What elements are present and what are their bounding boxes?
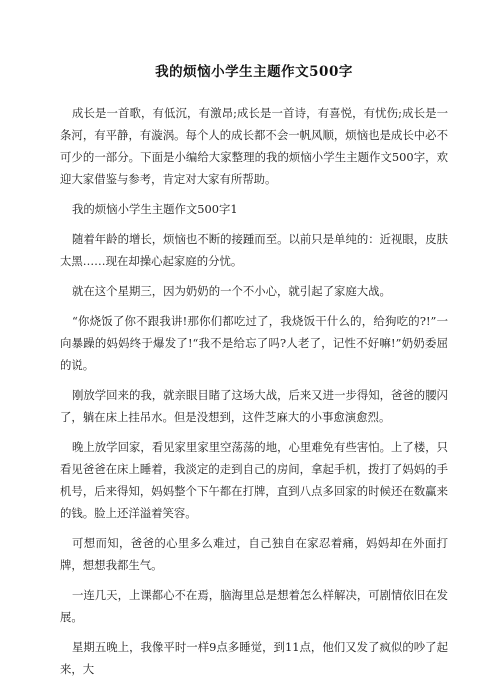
body-paragraph: 晚上放学回家，看见家里家里空荡荡的地，心里难免有些害怕。上了楼，只看见爸爸在床上睡着，我淡定的走到自己的房间，拿起手机，拨打了妈妈的手机号，后来得知，妈妈整个下午都在打牌，直到八点多回家的时候还在数赢来的钱。脸上还洋溢着笑容。 — [60, 440, 448, 520]
body-paragraph: 刚放学回来的我，就亲眼目睹了这场大战，后来又进一步得知，爸爸的腰闪了，躺在床上挂吊水。但是没想到，这件芝麻大的小事愈演愈烈。 — [60, 388, 448, 424]
body-paragraph: 一连几天，上课都心不在焉，脑海里总是想着怎么样解决，可剧情依旧在发展。 — [60, 588, 448, 624]
body-paragraph: “你烧饭了你不跟我讲!那你们都吃过了，我烧饭干什么的，给狗吃的?!”一向暴躁的妈妈终于爆发了!“我不是给忘了吗?人老了，记性不好嘛!”奶奶委屈的说。 — [60, 314, 448, 372]
body-paragraph: 星期五晚上，我像平时一样9点多睡觉，到11点，他们又发了疯似的吵了起来，大 — [60, 640, 448, 676]
document-title: 我的烦恼小学生主题作文500字 — [155, 64, 353, 80]
body-paragraph: 随着年龄的增长，烦恼也不断的接踵而至。以前只是单纯的：近视眼，皮肤太黑……现在却操心起家庭的分忧。 — [60, 232, 448, 268]
intro-paragraph: 成长是一首歌，有低沉，有激昂;成长是一首诗，有喜悦，有忧伤;成长是一条河，有平静，有漩涡。每个人的成长都不会一帆风顺，烦恼也是成长中必不可少的一部分。下面是小编给大家整理的我的烦恼小学生主题作文500字，欢迎大家借鉴与参考，肯定对大家有所帮助。 — [60, 106, 448, 186]
essay-subheading: 我的烦恼小学生主题作文500字1 — [72, 202, 238, 216]
body-paragraph: 可想而知，爸爸的心里多么难过，自己独自在家忍着痛，妈妈却在外面打牌，想想我都生气。 — [60, 536, 448, 572]
body-paragraph: 就在这个星期三，因为奶奶的一个不小心，就引起了家庭大战。 — [72, 284, 391, 298]
